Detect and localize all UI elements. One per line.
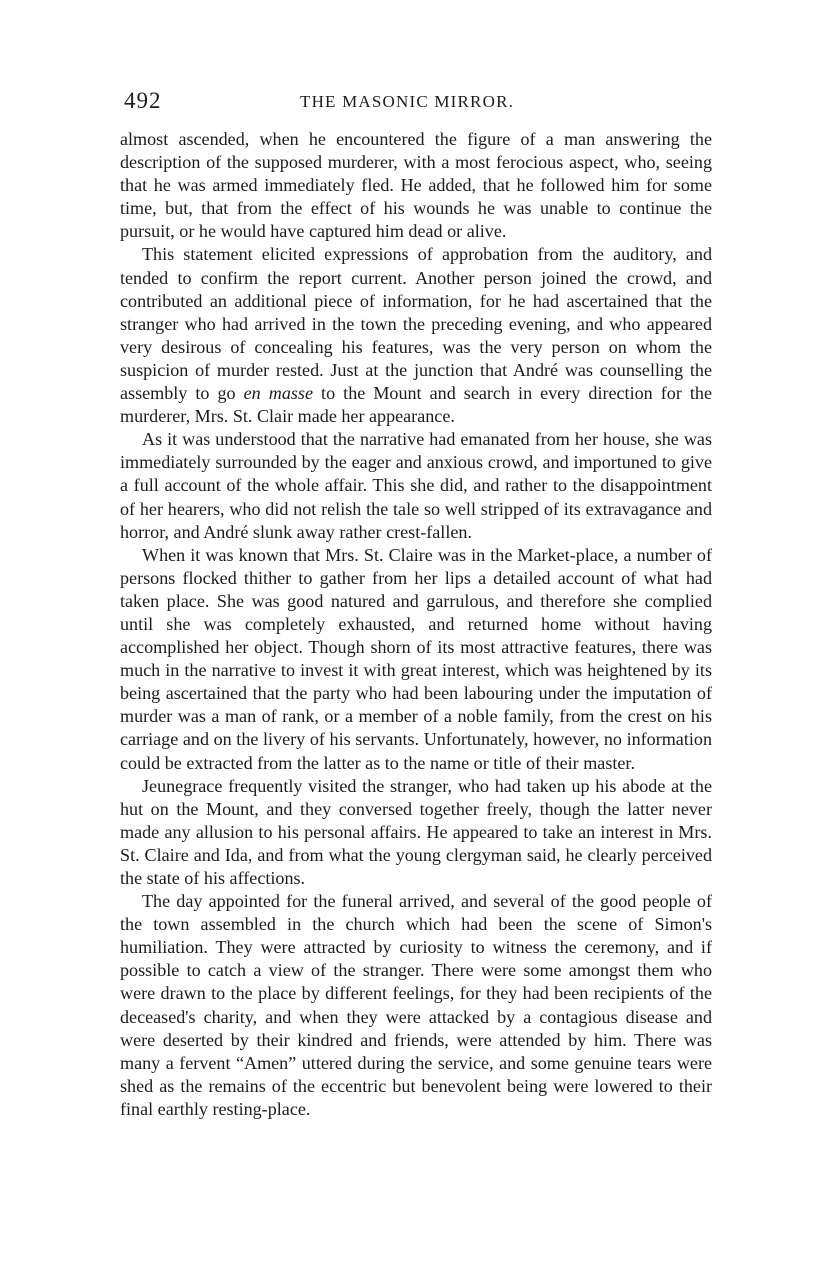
running-head: [120, 88, 712, 128]
journal-title: THE MASONIC MIRROR.: [300, 92, 515, 111]
paragraph-text: As it was understood that the narrative had emanated from her house, she was immediately surrounded by the eager and anxious crowd, and importuned to give a full account of the whole affair. This she did, and rather to the disappointment of her hearers, who did not relish the tale so well stripped of its extravagance and horror, and André slunk away rather crest-fallen.: [120, 429, 712, 542]
page-number: 492: [124, 88, 162, 113]
paragraph-4: [120, 544, 712, 775]
paragraph-text-continued: to the Mount and search in every direction for the murderer, Mrs. St. Clair made her appearance.: [120, 383, 712, 427]
paragraph-text: Jeunegrace frequently visited the stranger, who had taken up his abode at the hut on the Mount, and they conversed together freely, though the latter never made any allusion to his personal affairs. He appeared to take an interest in Mrs. St. Claire and Ida, and from what the young clergyman said, he clearly perceived the state of his affections.: [120, 775, 712, 888]
book-page: [120, 88, 712, 1121]
paragraph-3: [120, 428, 712, 543]
italic-phrase: en masse: [243, 383, 314, 404]
paragraph-text: almost ascended, when he encountered the figure of a man answering the description of the supposed murderer, with a most ferocious aspect, who, seeing that he was armed immediately fled. He added, that he followed him for some time, but, that from the effect of his wounds he was unable to continue the pursuit, or he would have captured him dead or alive.: [120, 129, 712, 242]
paragraph-text: This statement elicited expressions of approbation from the auditory, and tended to confirm the report current. Another person joined the crowd, and contributed an additional piece of information, for he had ascertained that the stranger who had arrived in the town the preceding evening, and who appeared very desirous of concealing his features, was the very person on whom the suspicion of murder rested. Just at the junction that André was counselling the assembly to go: [120, 244, 712, 404]
paragraph-5: [120, 775, 712, 890]
paragraph-text: The day appointed for the funeral arrived, and several of the good people of the town assembled in the church which had been the scene of Simon's humiliation. They were attracted by curiosity to witness the ceremony, and if possible to catch a view of the stranger. There were some amongst them who were drawn to the place by different feelings, for they had been recipients of the deceased's charity, and when they were attacked by a contagious disease and were deserted by their kindred and friends, were attended by him. There was many a fervent “Amen” uttered during the service, and some genuine tears were shed as the remains of the eccentric but benevolent being were lowered to their final earthly resting-place.: [120, 891, 712, 1119]
article-body: [120, 128, 712, 1121]
paragraph-2: [120, 243, 712, 428]
paragraph-6: [120, 890, 712, 1121]
paragraph-1: [120, 128, 712, 243]
paragraph-text: When it was known that Mrs. St. Claire was in the Market-place, a number of persons flocked thither to gather from her lips a detailed account of what had taken place. She was good natured and garrulous, and therefore she complied until she was completely exhausted, and returned home without having accomplished her object. Though shorn of its most attractive features, there was much in the narrative to invest it with great interest, which was heightened by its being ascertained that the party who had been labouring under the imputation of murder was a man of rank, or a member of a noble family, from the crest on his carriage and on the livery of his servants. Unfortunately, however, no information could be extracted from the latter as to the name or title of their master.: [120, 544, 712, 773]
